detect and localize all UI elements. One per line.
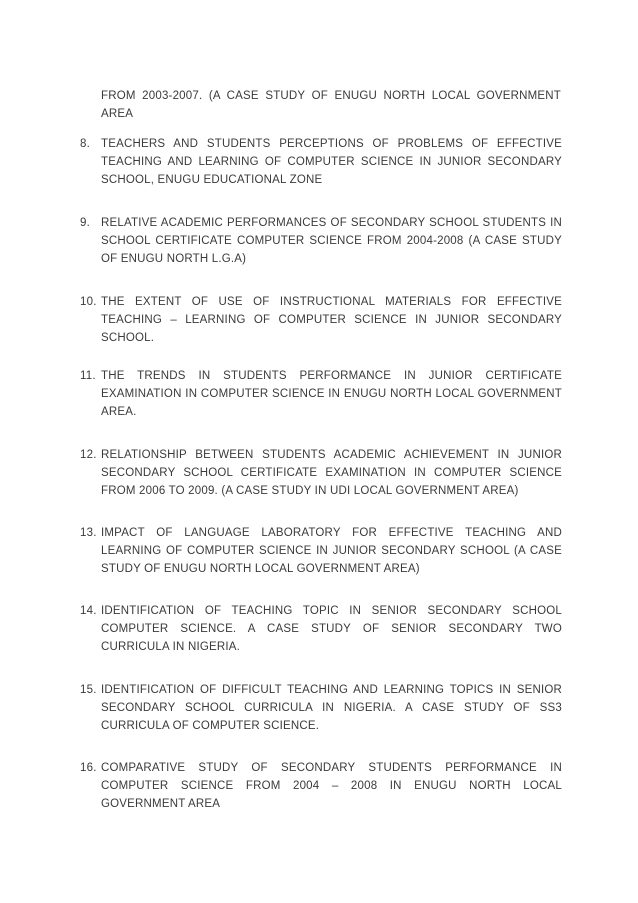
item-number: 10.	[80, 296, 97, 308]
item-number: 12.	[80, 449, 97, 461]
list-item	[80, 135, 562, 189]
item-text: THE EXTENT OF USE OF INSTRUCTIONAL MATERIALS FOR EFFECTIVE TEACHING – LEARNING OF COMPUTER SCIENCE IN JUNIOR SECONDARY SCHOOL.	[101, 296, 562, 344]
item-number: 15.	[80, 684, 97, 696]
list-item	[80, 681, 562, 735]
item-text: RELATIVE ACADEMIC PERFORMANCES OF SECONDARY SCHOOL STUDENTS IN SCHOOL CERTIFICATE COMPUTER SCIENCE FROM 2004-2008 (A CASE STUDY OF ENUGU NORTH L.G.A)	[101, 217, 562, 265]
item-number: 11.	[80, 370, 96, 382]
item-number: 13.	[80, 527, 97, 539]
item-number: 16.	[80, 762, 97, 774]
item-number: 8.	[80, 138, 90, 150]
item-text: IMPACT OF LANGUAGE LABORATORY FOR EFFECTIVE TEACHING AND LEARNING OF COMPUTER SCIENCE IN JUNIOR SECONDARY SCHOOL (A CASE STUDY OF ENUGU NORTH LOCAL GOVERNMENT AREA)	[101, 527, 562, 575]
item-text: COMPARATIVE STUDY OF SECONDARY STUDENTS PERFORMANCE IN COMPUTER SCIENCE FROM 2004 – 2008 IN ENUGU NORTH LOCAL GOVERNMENT AREA	[101, 762, 562, 810]
item-number: 9.	[80, 217, 90, 229]
continued-paragraph: FROM 2003-2007. (A CASE STUDY OF ENUGU NORTH LOCAL GOVERNMENT AREA	[101, 89, 561, 120]
item-text: IDENTIFICATION OF DIFFICULT TEACHING AND LEARNING TOPICS IN SENIOR SECONDARY SCHOOL CURRICULA IN NIGERIA. A CASE STUDY OF SS3 CURRICULA OF COMPUTER SCIENCE.	[101, 684, 562, 732]
item-text: THE TRENDS IN STUDENTS PERFORMANCE IN JUNIOR CERTIFICATE EXAMINATION IN COMPUTER SCIENCE IN ENUGU NORTH LOCAL GOVERNMENT AREA.	[101, 370, 562, 418]
list-item	[80, 602, 562, 656]
list-item	[80, 524, 562, 578]
item-text: IDENTIFICATION OF TEACHING TOPIC IN SENIOR SECONDARY SCHOOL COMPUTER SCIENCE. A CASE STUDY OF SENIOR SECONDARY TWO CURRICULA IN NIGERIA.	[101, 605, 562, 653]
item-number: 14.	[80, 605, 97, 617]
item-text: RELATIONSHIP BETWEEN STUDENTS ACADEMIC ACHIEVEMENT IN JUNIOR SECONDARY SCHOOL CERTIFICATE EXAMINATION IN COMPUTER SCIENCE FROM 2006 TO 2009. (A CASE STUDY IN UDI LOCAL GOVERNMENT AREA)	[101, 449, 562, 497]
item-text: TEACHERS AND STUDENTS PERCEPTIONS OF PROBLEMS OF EFFECTIVE TEACHING AND LEARNING OF COMPUTER SCIENCE IN JUNIOR SECONDARY SCHOOL, ENUGU EDUCATIONAL ZONE	[101, 138, 562, 186]
list-item	[80, 367, 562, 421]
list-item	[80, 214, 562, 268]
list-item	[80, 293, 562, 347]
list-item	[80, 759, 562, 813]
list-item	[80, 446, 562, 500]
